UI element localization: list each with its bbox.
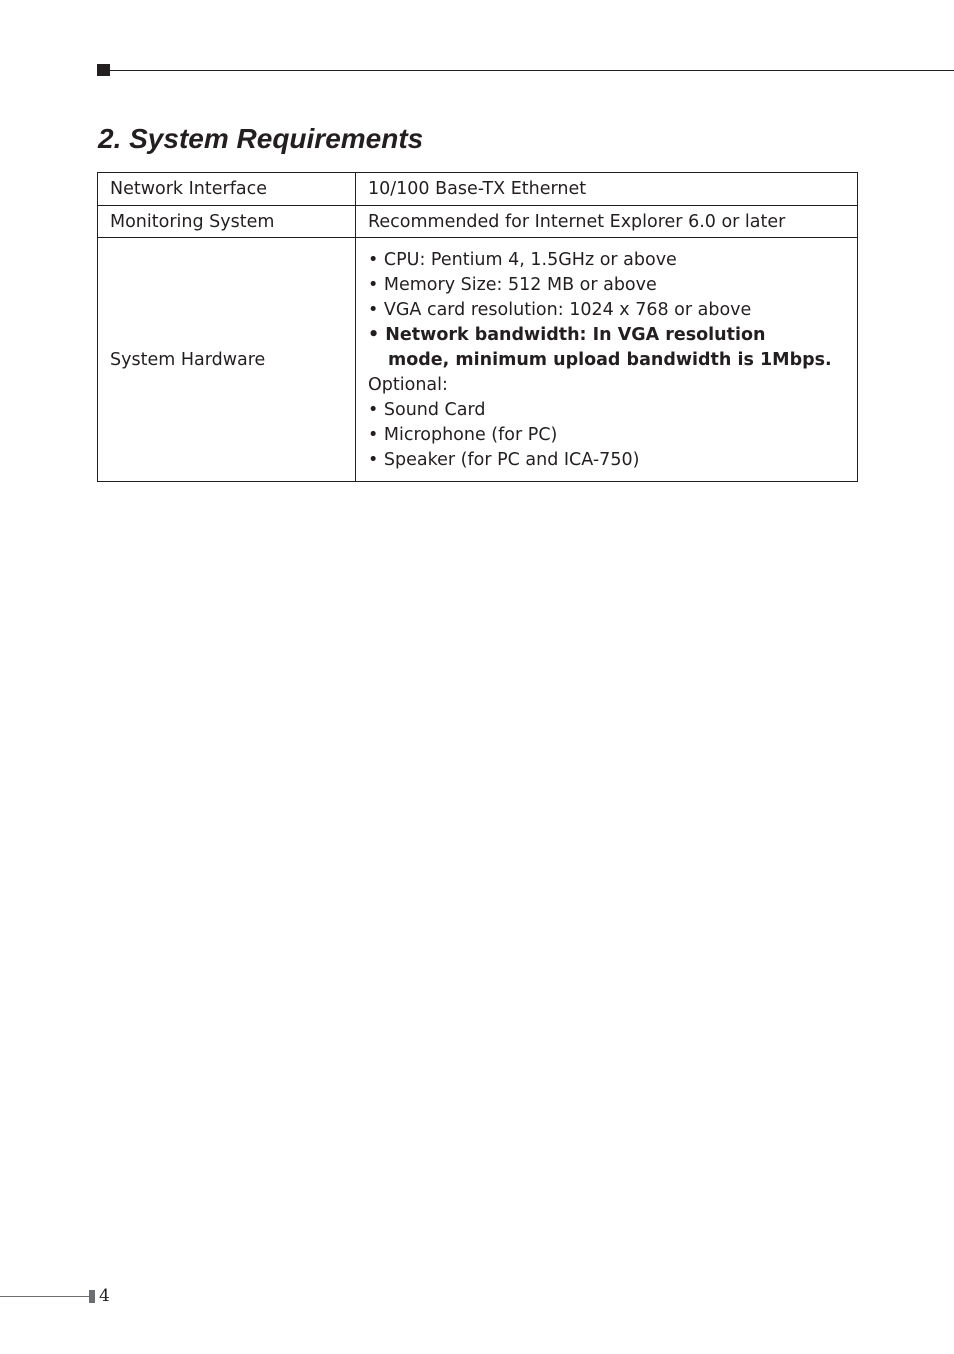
page-number: 4 [99, 1286, 110, 1306]
table-row [98, 206, 858, 238]
list-item: • CPU: Pentium 4, 1.5GHz or above [368, 250, 677, 270]
footer-rule [0, 1296, 89, 1297]
optional-label: Optional: [368, 375, 448, 395]
header-rule [110, 70, 954, 71]
table-row [98, 238, 858, 482]
list-item: • Microphone (for PC) [368, 425, 558, 445]
table-row [98, 173, 858, 206]
row-value: 10/100 Base-TX Ethernet [356, 173, 858, 206]
header-square-mark [97, 64, 110, 76]
requirements-table [97, 172, 858, 482]
list-item: • Memory Size: 512 MB or above [368, 275, 657, 295]
list-item: • Sound Card [368, 400, 486, 420]
list-item: • Speaker (for PC and ICA-750) [368, 450, 640, 470]
list-item: mode, minimum upload bandwidth is 1Mbps. [388, 350, 832, 370]
row-label: Monitoring System [98, 206, 356, 238]
footer-mark [89, 1290, 95, 1303]
row-label: Network Interface [98, 173, 356, 206]
list-item: • Network bandwidth: In VGA resolution [368, 325, 766, 345]
page-title: 2. System Requirements [98, 123, 424, 154]
list-item: • VGA card resolution: 1024 x 768 or above [368, 300, 752, 320]
row-label: System Hardware [98, 238, 356, 482]
hardware-list [356, 238, 858, 482]
row-value: Recommended for Internet Explorer 6.0 or later [356, 206, 858, 238]
